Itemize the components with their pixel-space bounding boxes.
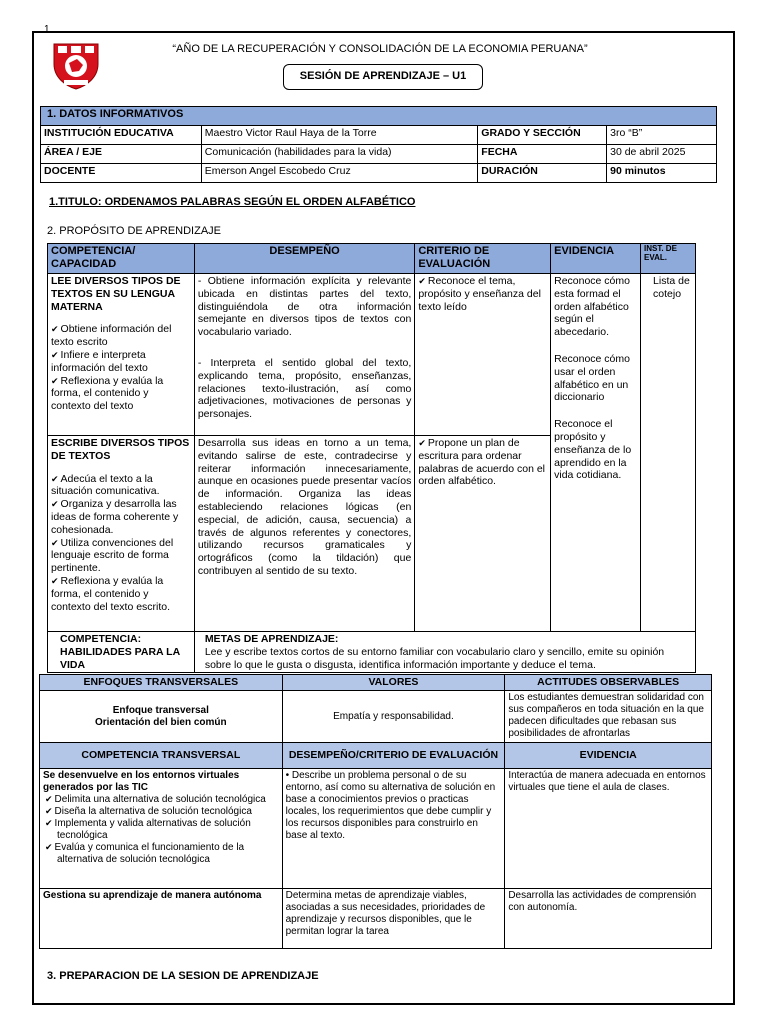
capacidad-item: ✔ Organiza y desarrolla las ideas de forma coherente y cohesionada. <box>51 498 191 536</box>
datos-value: Comunicación (habilidades para la vida) <box>201 145 478 164</box>
evidencia-text: Reconoce cómo esta formad el orden alfabético según el abecedario. <box>554 275 630 339</box>
table-row <box>41 164 717 183</box>
criterio-cell <box>415 274 551 436</box>
table-row <box>40 691 712 743</box>
capacidad-item: ✔ Reflexiona y evalúa la forma, el contenido y contexto del texto escrito. <box>51 575 191 613</box>
enfoque-cell <box>40 691 283 743</box>
table-row <box>48 632 696 673</box>
competencia-habilidades: COMPETENCIA: HABILIDADES PARA LA VIDA <box>48 632 195 673</box>
proposito-table <box>47 243 696 673</box>
table-row <box>41 126 717 145</box>
datos-label: FECHA <box>478 145 607 164</box>
desempeno-text: Determina metas de aprendizaje viables, asociadas a sus necesidades, prioridades de aprendizaje y recursos disponibles, que le permitan lograr la tarea <box>282 889 505 949</box>
datos-value: 30 de abril 2025 <box>607 145 717 164</box>
header-actitudes: ACTITUDES OBSERVABLES <box>505 675 712 691</box>
header-competencia: COMPETENCIA/ CAPACIDAD <box>48 244 195 274</box>
desempeno-cell <box>194 274 415 436</box>
competencia-transversal-cell <box>40 769 283 889</box>
actitudes-text: Los estudiantes demuestran solidaridad con sus compañeros en toda situación en la que padecen dificultades que rebasan sus posibilidades de afrontarlas <box>505 691 712 743</box>
header-competencia-transversal: COMPETENCIA TRANSVERSAL <box>40 743 283 769</box>
capacidad-item: ✔ Diseña la alternativa de solución tecnológica <box>43 806 279 818</box>
table-row <box>40 769 712 889</box>
datos-label: DOCENTE <box>41 164 202 183</box>
datos-label: INSTITUCIÓN EDUCATIVA <box>41 126 202 145</box>
capacidad-item: ✔ Implementa y valida alternativas de solución tecnológica <box>43 818 279 842</box>
evidencia-text: Reconoce el propósito y enseñanza de lo aprendido en la vida cotidiana. <box>554 418 632 482</box>
capacidad-item: ✔ Delimita una alternativa de solución tecnológica <box>43 794 279 806</box>
valores-text: Empatía y responsabilidad. <box>282 691 505 743</box>
capacidad-item: ✔ Reflexiona y evalúa la forma, el contenido y contexto del texto <box>51 375 191 413</box>
session-topic-title: 1.TITULO: ORDENAMOS PALABRAS SEGÚN EL ORDEN ALFABÉTICO <box>49 196 416 208</box>
header-valores: VALORES <box>282 675 505 691</box>
enfoque-text: Enfoque transversal <box>112 704 209 716</box>
table-header-row <box>48 244 696 274</box>
header-desempeno: DESEMPEÑO <box>194 244 415 274</box>
table-header-row <box>40 675 712 691</box>
datos-value: 90 minutos <box>607 164 717 183</box>
evidencia-cell <box>551 274 641 632</box>
desempeno-text: - Interpreta el sentido global del texto, explicando tema, propósito, enseñanzas, relaciones texto-ilustración, así como adjetivaciones, motivaciones de personas y personajes. <box>198 357 412 421</box>
desempeno-text: • Describe un problema personal o de su entorno, así como su alternativa de solución en base a conocimientos previos o practicas locales, los requerimientos que debe cumplir y los recursos disponibles para construirlo en base al texto. <box>282 769 505 889</box>
evidencia-text: Reconoce cómo usar el orden alfabético en un diccionario <box>554 352 630 404</box>
datos-informativos-table <box>40 106 717 183</box>
evidencia-text: Desarrolla las actividades de comprensión con autonomía. <box>505 889 712 949</box>
header-evidencia: EVIDENCIA <box>505 743 712 769</box>
enfoque-text: Orientación del bien común <box>94 716 227 728</box>
enfoques-table <box>39 674 712 949</box>
datos-label: DURACIÓN <box>478 164 607 183</box>
header-instrumento: INST. DE EVAL. <box>641 244 696 274</box>
capacidad-item: ✔ Adecúa el texto a la situación comunicativa. <box>51 473 191 499</box>
capacidad-item: ✔ Obtiene información del texto escrito <box>51 323 191 349</box>
table-row <box>41 145 717 164</box>
capacidad-item: ✔ Evalúa y comunica el funcionamiento de la alternativa de solución tecnológica <box>43 842 279 866</box>
proposito-heading: 2. PROPÓSITO DE APRENDIZAJE <box>47 225 222 237</box>
competencia-title: LEE DIVERSOS TIPOS DE TEXTOS EN SU LENGUA MATERNA <box>51 275 181 313</box>
datos-heading: 1. DATOS INFORMATIVOS <box>41 107 717 126</box>
capacidad-item: ✔ Infiere e interpreta información del texto <box>51 349 191 375</box>
metas-text: Lee y escribe textos cortos de su entorno familiar con vocabulario claro y sencillo, emite su opinión sobre lo que le gusta o disgusta, identifica información importante y deduce el tema. <box>204 645 665 671</box>
criterio-text: ✔ Reconoce el tema, propósito y enseñanza del texto leído <box>418 275 547 313</box>
desempeno-text: Desarrolla sus ideas en torno a un tema, evitando salirse de este, contradecirse y reiterar información innecesariamente, aunque en ocasiones puede presentar vacíos de información. Organiza las ideas estableciendo relaciones lógicas (en especial, de adición, causa, secuencia) a través de algunos referentes y conectores, utilizando recursos gramaticales y ortográficos (como la tildación) que contribuyen al sentido de su texto. <box>197 437 412 577</box>
metas-title: METAS DE APRENDIZAJE: <box>204 633 339 645</box>
header-evidencia: EVIDENCIA <box>551 244 641 274</box>
datos-value: Emerson Angel Escobedo Cruz <box>201 164 478 183</box>
datos-label: GRADO Y SECCIÓN <box>478 126 607 145</box>
header-desempeno-criterio: DESEMPEÑO/CRITERIO DE EVALUACIÓN <box>282 743 505 769</box>
header-enfoques: ENFOQUES TRANSVERSALES <box>40 675 283 691</box>
datos-value: 3ro “B” <box>607 126 717 145</box>
evidencia-text: Interactúa de manera adecuada en entornos virtuales que tiene el aula de clases. <box>505 769 712 889</box>
datos-value: Maestro Victor Raul Haya de la Torre <box>201 126 478 145</box>
session-title: SESIÓN DE APRENDIZAJE – U1 <box>283 64 483 90</box>
criterio-cell <box>415 436 551 632</box>
header-criterio: CRITERIO DE EVALUACIÓN <box>415 244 551 274</box>
table-row <box>48 274 696 436</box>
competencia-cell <box>48 274 195 436</box>
year-title: “AÑO DE LA RECUPERACIÓN Y CONSOLIDACIÓN DE LA ECONOMIA PERUANA” <box>172 43 588 55</box>
instrumento-text: Lista de cotejo <box>641 274 696 632</box>
criterio-text: ✔ Propone un plan de escritura para ordenar palabras de acuerdo con el orden alfabético. <box>418 437 547 488</box>
capacidad-item: ✔ Utiliza convenciones del lenguaje escrito de forma pertinente. <box>51 537 191 575</box>
competencia-title: Gestiona su aprendizaje de manera autónoma <box>40 889 283 949</box>
page-number: 1 <box>44 24 50 35</box>
school-logo-icon <box>50 38 102 90</box>
desempeno-text: - Obtiene información explícita y relevante ubicada en distintas partes del texto, distinguiéndola de otra información semejante en diversos tipos de textos con vocabulario variado. <box>198 275 412 339</box>
desempeno-cell <box>194 436 415 632</box>
metas-cell <box>194 632 695 673</box>
competencia-title: Se desenvuelve en los entornos virtuales generados por las TIC <box>43 770 240 793</box>
table-row <box>40 889 712 949</box>
competencia-cell <box>48 436 195 632</box>
datos-label: ÁREA / EJE <box>41 145 202 164</box>
table-header-row <box>40 743 712 769</box>
competencia-title: ESCRIBE DIVERSOS TIPOS DE TEXTOS <box>51 437 190 462</box>
preparacion-heading: 3. PREPARACION DE LA SESION DE APRENDIZAJE <box>47 970 319 982</box>
